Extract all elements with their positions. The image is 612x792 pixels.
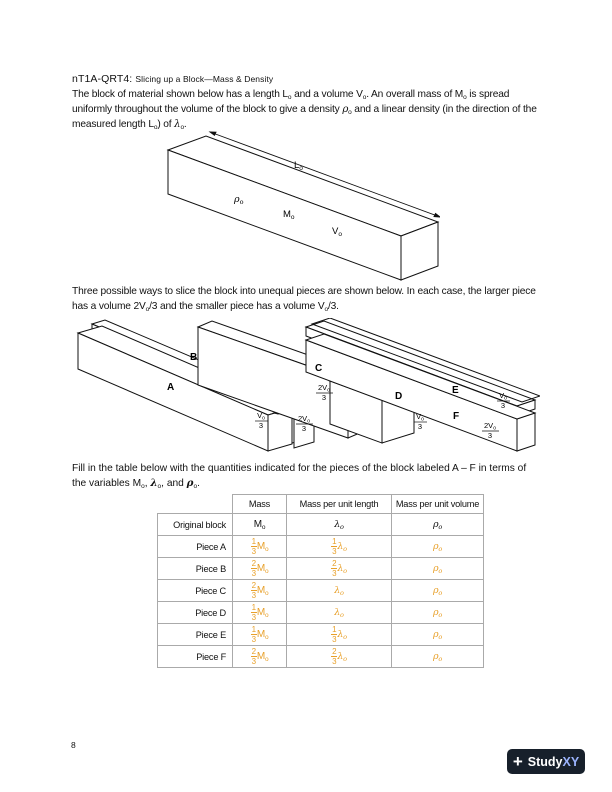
svg-text:3: 3 — [487, 431, 493, 440]
mass-cell: $\frac{1}{3}$ $M_o$ — [233, 624, 287, 646]
table-row — [158, 580, 484, 602]
mass-label: $M_o$ — [283, 209, 295, 221]
svg-text:3: 3 — [500, 401, 506, 410]
mass-cell: $\frac{1}{3}$ $M_o$ — [233, 602, 287, 624]
row-label: Piece D — [158, 602, 233, 624]
mass-cell: $\frac{2}{3}$ $M_o$ — [233, 558, 287, 580]
block-figure — [160, 130, 440, 285]
linear-density-cell: $\frac{1}{3}$ $\lambda_o$ — [287, 624, 392, 646]
svg-text:Vo: $V_o$ — [416, 412, 424, 423]
volume-density-cell: $\rho_o$ — [392, 624, 484, 646]
row-label: Piece E — [158, 624, 233, 646]
volume-density-cell: $\rho_o$ — [392, 602, 484, 624]
svg-text:2Vo: $2V_o$ — [318, 383, 330, 394]
row-label: Piece F — [158, 646, 233, 668]
instructions-paragraph: Fill in the table below with the quantities indicated for the pieces of the block labeled A – F in terms of the variables $M_o$, $\lambda_o$, and $\rho_o$. — [72, 463, 527, 490]
header-volume-density: Mass per unit volume — [392, 495, 484, 514]
piece-label-b: B — [190, 352, 198, 363]
problem-title-main: Slicing up a Block—Mass & Density — [135, 74, 274, 84]
linear-density-cell: $\lambda_o$ — [287, 514, 392, 536]
mass-cell: $\frac{2}{3}$ $M_o$ — [233, 646, 287, 668]
table-header-row — [158, 495, 484, 514]
row-label: Original block — [158, 514, 233, 536]
volume-density-cell: $\rho_o$ — [392, 514, 484, 536]
table-row — [158, 646, 484, 668]
mass-cell: $\frac{2}{3}$ $M_o$ — [233, 580, 287, 602]
row-label: Piece B — [158, 558, 233, 580]
volume-label: $V_o$ — [332, 226, 342, 238]
volume-density-cell: $\rho_o$ — [392, 558, 484, 580]
svg-text:3: 3 — [258, 421, 264, 430]
page-number: 8 — [71, 740, 76, 750]
problem-title: nT1A-QRT4: Slicing up a Block—Mass & Density — [72, 73, 274, 85]
slices-paragraph: Three possible ways to slice the block into unequal pieces are shown below. In each case, the larger piece has a volume $2V_o/3$ and the smaller piece has a volume $V_o/3$. — [72, 286, 536, 313]
svg-text:2Vo: $2V_o$ — [484, 421, 496, 432]
slices-figure — [72, 318, 540, 458]
linear-density-cell: $\frac{2}{3}$ $\lambda_o$ — [287, 646, 392, 668]
row-label: Piece C — [158, 580, 233, 602]
piece-label-e: E — [452, 385, 459, 396]
piece-label-a: A — [167, 382, 175, 393]
table-row — [158, 536, 484, 558]
linear-density-cell: $\frac{2}{3}$ $\lambda_o$ — [287, 558, 392, 580]
linear-density-cell: $\lambda_o$ — [287, 580, 392, 602]
intro-paragraph: The block of material shown below has a length $L_o$ and a volume $V_o$. An overall mass of $M_o$ is spread uniformly throughout the volume of the block to give a density $\rho_o$ and a linear density (in the direction of the measured length $L_o$) of $\lambda_o$. — [72, 89, 537, 131]
svg-text:3: 3 — [301, 424, 307, 433]
studyxy-logo: + StudyXY — [507, 749, 585, 774]
table-row-original — [158, 514, 484, 536]
svg-text:Vo: $V_o$ — [499, 391, 507, 402]
svg-text:Vo: $V_o$ — [257, 411, 265, 422]
density-label: $\rho_o$ — [234, 194, 244, 206]
svg-text:3: 3 — [321, 393, 327, 402]
table-row — [158, 602, 484, 624]
row-label: Piece A — [158, 536, 233, 558]
table-row — [158, 624, 484, 646]
volume-density-cell: $\rho_o$ — [392, 580, 484, 602]
volume-density-cell: $\rho_o$ — [392, 536, 484, 558]
mass-cell: $M_o$ — [233, 514, 287, 536]
table-row — [158, 558, 484, 580]
piece-label-d: D — [395, 391, 403, 402]
quantities-table — [157, 494, 484, 668]
linear-density-cell: $\frac{1}{3}$ $\lambda_o$ — [287, 536, 392, 558]
plus-icon: + — [512, 752, 523, 771]
piece-label-c: C — [315, 363, 323, 374]
header-mass: Mass — [233, 495, 287, 514]
mass-cell: $\frac{1}{3}$ $M_o$ — [233, 536, 287, 558]
svg-text:2Vo: $2V_o$ — [298, 414, 310, 425]
length-label: $L_o$ — [294, 160, 303, 172]
piece-label-f: F — [453, 411, 460, 422]
svg-text:3: 3 — [417, 422, 423, 431]
volume-density-cell: $\rho_o$ — [392, 646, 484, 668]
header-linear-density: Mass per unit length — [287, 495, 392, 514]
linear-density-cell: $\lambda_o$ — [287, 602, 392, 624]
